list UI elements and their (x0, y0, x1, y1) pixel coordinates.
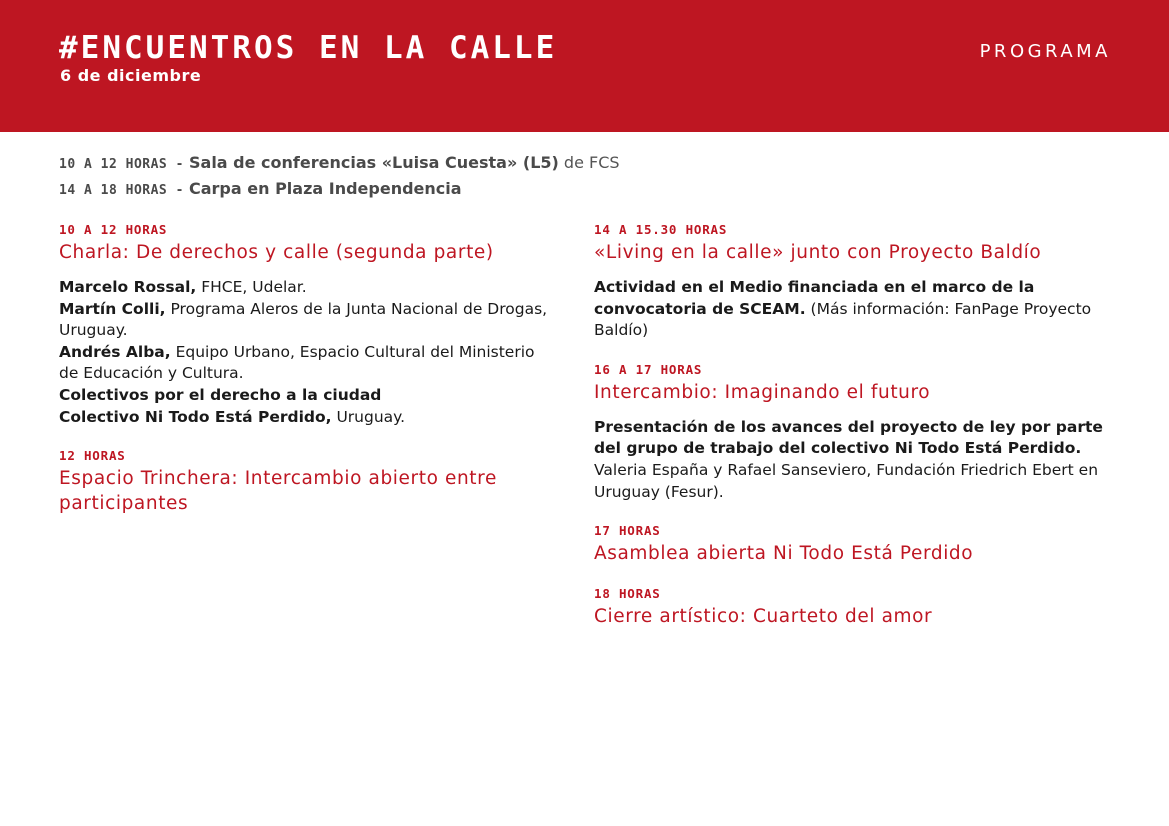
venue-time: 10 A 12 HORAS - (59, 157, 184, 172)
description-bold: Actividad en el Medio financiada en el marco de la convocatoria de SCEAM. (594, 278, 1035, 318)
venue-list (59, 151, 1119, 203)
speaker-name: Marcelo Rossal, (59, 278, 197, 296)
session-title: Intercambio: Imaginando el futuro (594, 381, 931, 403)
session-time: 10 A 12 HORAS (59, 222, 168, 237)
session-time: 12 HORAS (59, 448, 126, 464)
session-cierre (594, 586, 1114, 629)
session-title: Charla: De derechos y calle (segunda parte) (59, 242, 494, 263)
session-title: Espacio Trinchera: Intercambio abierto entre participantes (59, 468, 497, 515)
venue-time: 14 A 18 HORAS - (59, 183, 184, 198)
speaker-affiliation: Programa Aleros de la Junta Nacional de Drogas, Uruguay. (59, 299, 548, 340)
venue-name: Carpa en Plaza Independencia (189, 179, 462, 198)
program-label: PROGRAMA (979, 41, 1111, 62)
session-time: 16 A 17 HORAS (594, 361, 703, 377)
speaker-name: Colectivos por el derecho a la ciudad (59, 385, 382, 404)
header-banner (0, 0, 1169, 132)
venue-line (59, 177, 1119, 203)
session-description (594, 277, 1114, 342)
right-column (594, 222, 1114, 649)
venue-line (59, 151, 1119, 177)
session-living (594, 222, 1114, 342)
speaker-name: Colectivo Ni Todo Está Perdido, (59, 407, 332, 426)
description-rest: Valeria España y Rafael Sanseviero, Fundación Friedrich Ebert en Uruguay (Fesur). (594, 460, 1099, 501)
session-charla (59, 222, 549, 428)
event-date: 6 de diciembre (60, 66, 202, 85)
session-time: 18 HORAS (594, 586, 661, 602)
speaker-line (59, 342, 549, 385)
speaker-line (59, 385, 549, 407)
session-title: Asamblea abierta Ni Todo Está Perdido (594, 543, 974, 565)
session-description (594, 417, 1114, 503)
session-asamblea (594, 523, 1114, 566)
session-trinchera (59, 448, 549, 516)
event-title: #ENCUENTROS EN LA CALLE (59, 30, 558, 66)
speaker-line (59, 277, 549, 299)
session-intercambio (594, 362, 1114, 503)
speaker-name: Andrés Alba, (59, 342, 171, 361)
speaker-affiliation: Uruguay. (331, 407, 406, 426)
session-title: Cierre artístico: Cuarteto del amor (594, 606, 933, 628)
session-time: 17 HORAS (594, 523, 661, 539)
session-title: «Living en la calle» junto con Proyecto Baldío (594, 242, 1042, 263)
description-bold: Presentación de los avances del proyecto de ley por parte del grupo de trabajo del colectivo Ni Todo Está Perdido. (594, 417, 1103, 458)
venue-suffix: de FCS (558, 153, 620, 172)
session-speakers (59, 277, 549, 428)
speaker-line (59, 407, 549, 429)
venue-name: Sala de conferencias «Luisa Cuesta» (L5) (189, 153, 559, 172)
speaker-affiliation: Equipo Urbano, Espacio Cultural del Ministerio de Educación y Cultura. (59, 342, 535, 383)
description-rest: (Más información: FanPage Proyecto Baldío) (594, 299, 1092, 340)
left-column (59, 222, 549, 536)
speaker-line (59, 299, 549, 342)
speaker-name: Martín Colli, (59, 299, 166, 318)
session-time: 14 A 15.30 HORAS (594, 222, 728, 237)
speaker-affiliation: FHCE, Udelar. (196, 278, 307, 296)
